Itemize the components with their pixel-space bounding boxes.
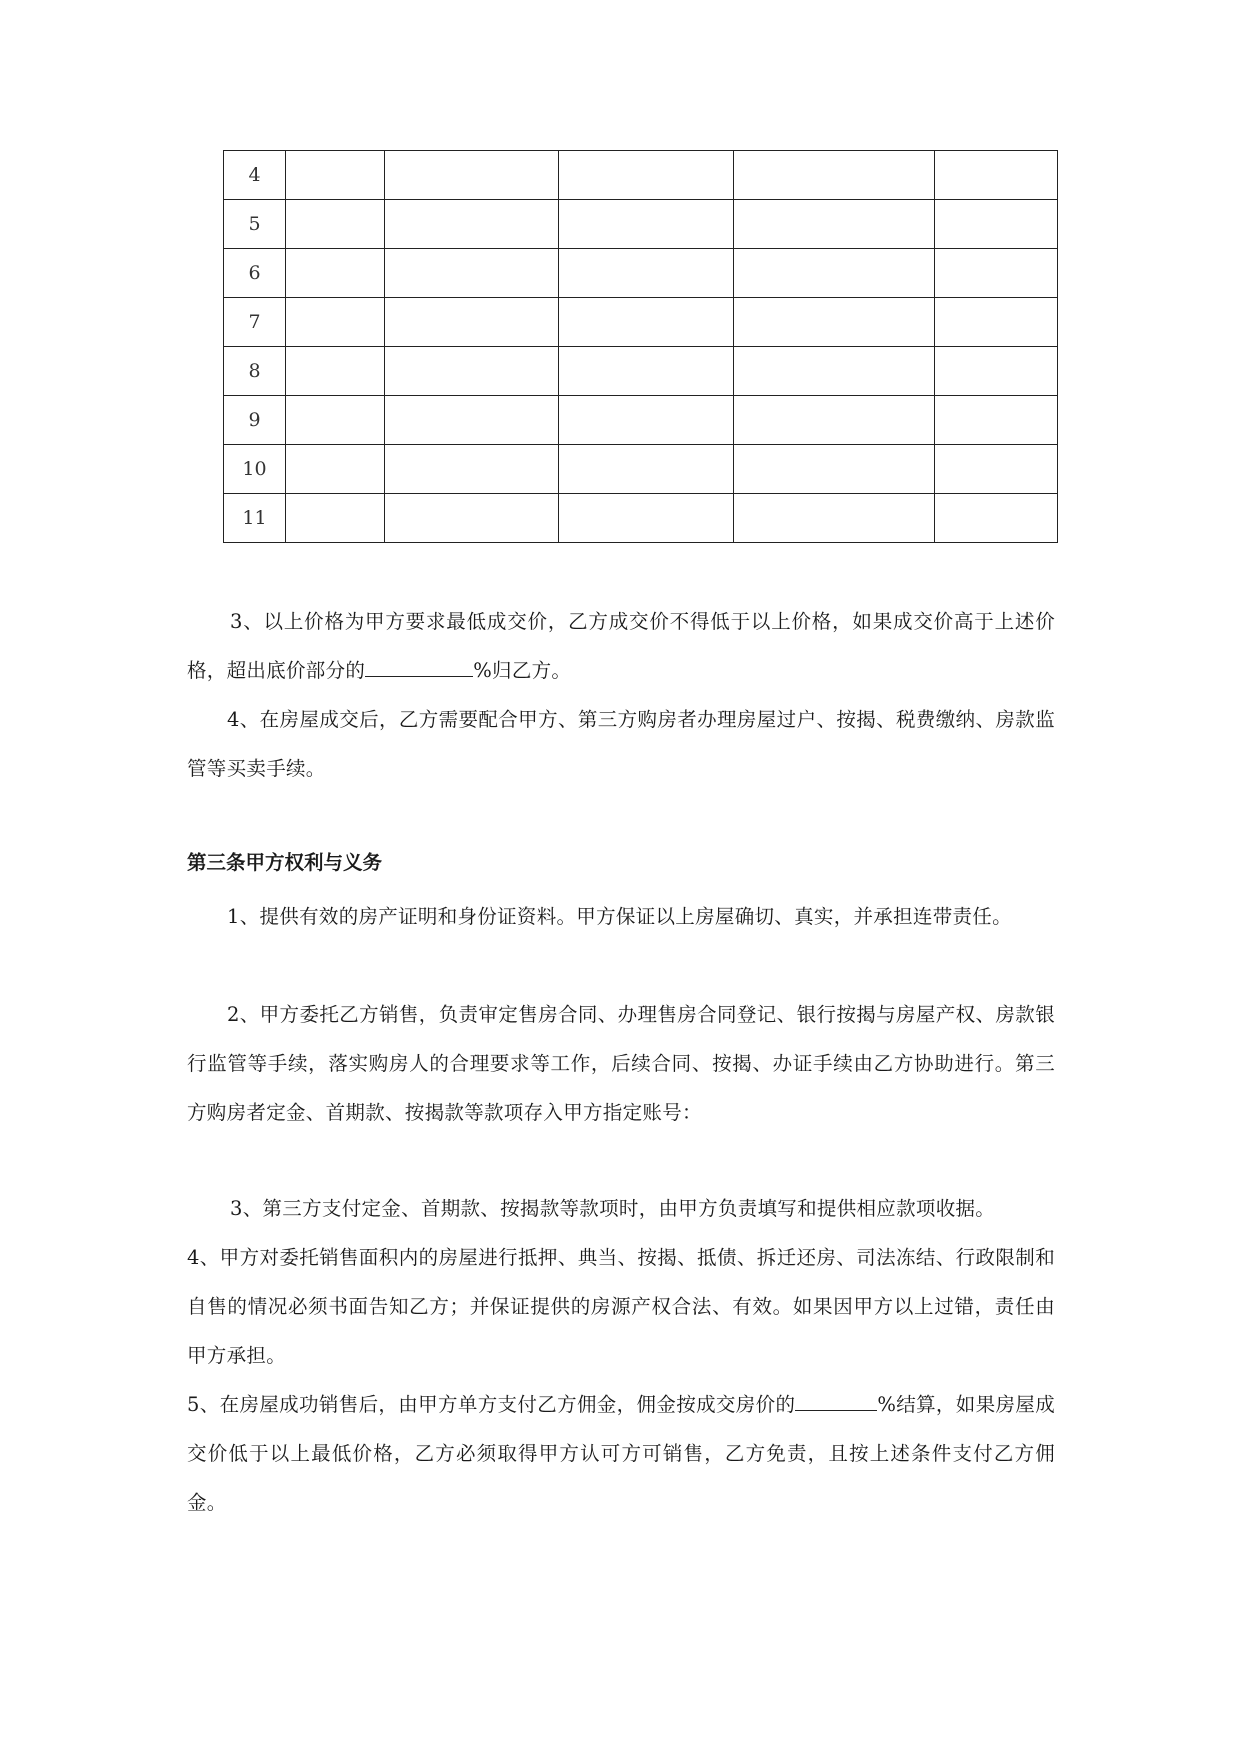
clause2-item3-text: 3、以上价格为甲方要求最低成交价，乙方成交价不得低于以上价格，如果成交价高于上述价格，超出底价部分的 bbox=[187, 610, 1055, 682]
empty-cell bbox=[734, 249, 935, 298]
empty-cell bbox=[935, 347, 1058, 396]
empty-cell bbox=[935, 396, 1058, 445]
empty-cell bbox=[286, 347, 385, 396]
empty-cell bbox=[385, 151, 559, 200]
row-number-cell: 6 bbox=[224, 249, 286, 298]
row-number-cell: 10 bbox=[224, 445, 286, 494]
clause2-item4: 4、在房屋成交后，乙方需要配合甲方、第三方购房者办理房屋过户、按揭、税费缴纳、房款监管等买卖手续。 bbox=[187, 708, 1055, 780]
clause3-item5 bbox=[187, 1380, 1055, 1527]
empty-cell bbox=[734, 445, 935, 494]
row-number-cell: 8 bbox=[224, 347, 286, 396]
empty-cell bbox=[559, 396, 734, 445]
surplus-share-blank[interactable] bbox=[365, 654, 473, 677]
row-number-cell: 4 bbox=[224, 151, 286, 200]
clause3-item4: 4、甲方对委托销售面积内的房屋进行抵押、典当、按揭、抵债、拆迁还房、司法冻结、行政限制和自售的情况必须书面告知乙方；并保证提供的房源产权合法、有效。如果因甲方以上过错，责任由甲方承担。 bbox=[187, 1246, 1055, 1367]
empty-cell bbox=[935, 200, 1058, 249]
empty-cell bbox=[935, 494, 1058, 543]
clause3-item1: 1、提供有效的房产证明和身份证资料。甲方保证以上房屋确切、真实，并承担连带责任。 bbox=[227, 905, 1012, 928]
empty-cell bbox=[559, 249, 734, 298]
clause2-item3 bbox=[187, 597, 1055, 695]
empty-cell bbox=[286, 445, 385, 494]
empty-cell bbox=[286, 151, 385, 200]
empty-cell bbox=[935, 298, 1058, 347]
empty-cell bbox=[385, 396, 559, 445]
empty-cell bbox=[935, 151, 1058, 200]
commission-rate-blank[interactable] bbox=[795, 1388, 877, 1411]
price-table bbox=[223, 150, 1058, 543]
row-number-cell: 11 bbox=[224, 494, 286, 543]
empty-cell bbox=[734, 494, 935, 543]
clause3-heading: 第三条甲方权利与义务 bbox=[187, 851, 383, 874]
row-number-cell: 9 bbox=[224, 396, 286, 445]
clause3-item5-text: 5、在房屋成功销售后，由甲方单方支付乙方佣金，佣金按成交房价的 bbox=[187, 1393, 796, 1416]
empty-cell bbox=[286, 200, 385, 249]
table-row bbox=[224, 445, 1058, 494]
empty-cell bbox=[559, 200, 734, 249]
empty-cell bbox=[935, 249, 1058, 298]
empty-cell bbox=[385, 249, 559, 298]
table-row bbox=[224, 200, 1058, 249]
empty-cell bbox=[385, 200, 559, 249]
price-table-body bbox=[224, 151, 1058, 543]
empty-cell bbox=[559, 298, 734, 347]
empty-cell bbox=[734, 396, 935, 445]
table-row bbox=[224, 396, 1058, 445]
row-number-cell: 7 bbox=[224, 298, 286, 347]
table-row bbox=[224, 151, 1058, 200]
empty-cell bbox=[559, 445, 734, 494]
empty-cell bbox=[385, 298, 559, 347]
empty-cell bbox=[734, 298, 935, 347]
clause3-item5-suffix: %结算，如果房屋成交价低于以上最低价格，乙方必须取得甲方认可方可销售，乙方免责，且按上述条件支付乙方佣金。 bbox=[187, 1393, 1055, 1514]
empty-cell bbox=[559, 151, 734, 200]
empty-cell bbox=[286, 298, 385, 347]
table-row bbox=[224, 249, 1058, 298]
empty-cell bbox=[286, 396, 385, 445]
empty-cell bbox=[559, 347, 734, 396]
empty-cell bbox=[385, 445, 559, 494]
empty-cell bbox=[935, 445, 1058, 494]
empty-cell bbox=[286, 249, 385, 298]
empty-cell bbox=[385, 347, 559, 396]
empty-cell bbox=[734, 200, 935, 249]
clause2-item3-suffix: %归乙方。 bbox=[473, 659, 572, 682]
empty-cell bbox=[385, 494, 559, 543]
clause3-item3: 3、第三方支付定金、首期款、按揭款等款项时，由甲方负责填写和提供相应款项收据。 bbox=[230, 1197, 996, 1220]
empty-cell bbox=[734, 347, 935, 396]
clause3-item2: 2、甲方委托乙方销售，负责审定售房合同、办理售房合同登记、银行按揭与房屋产权、房款银行监管等手续，落实购房人的合理要求等工作，后续合同、按揭、办证手续由乙方协助进行。第三方购房者定金、首期款、按揭款等款项存入甲方指定账号： bbox=[187, 1003, 1055, 1124]
table-row bbox=[224, 298, 1058, 347]
table-row bbox=[224, 347, 1058, 396]
empty-cell bbox=[559, 494, 734, 543]
table-row bbox=[224, 494, 1058, 543]
row-number-cell: 5 bbox=[224, 200, 286, 249]
empty-cell bbox=[286, 494, 385, 543]
empty-cell bbox=[734, 151, 935, 200]
